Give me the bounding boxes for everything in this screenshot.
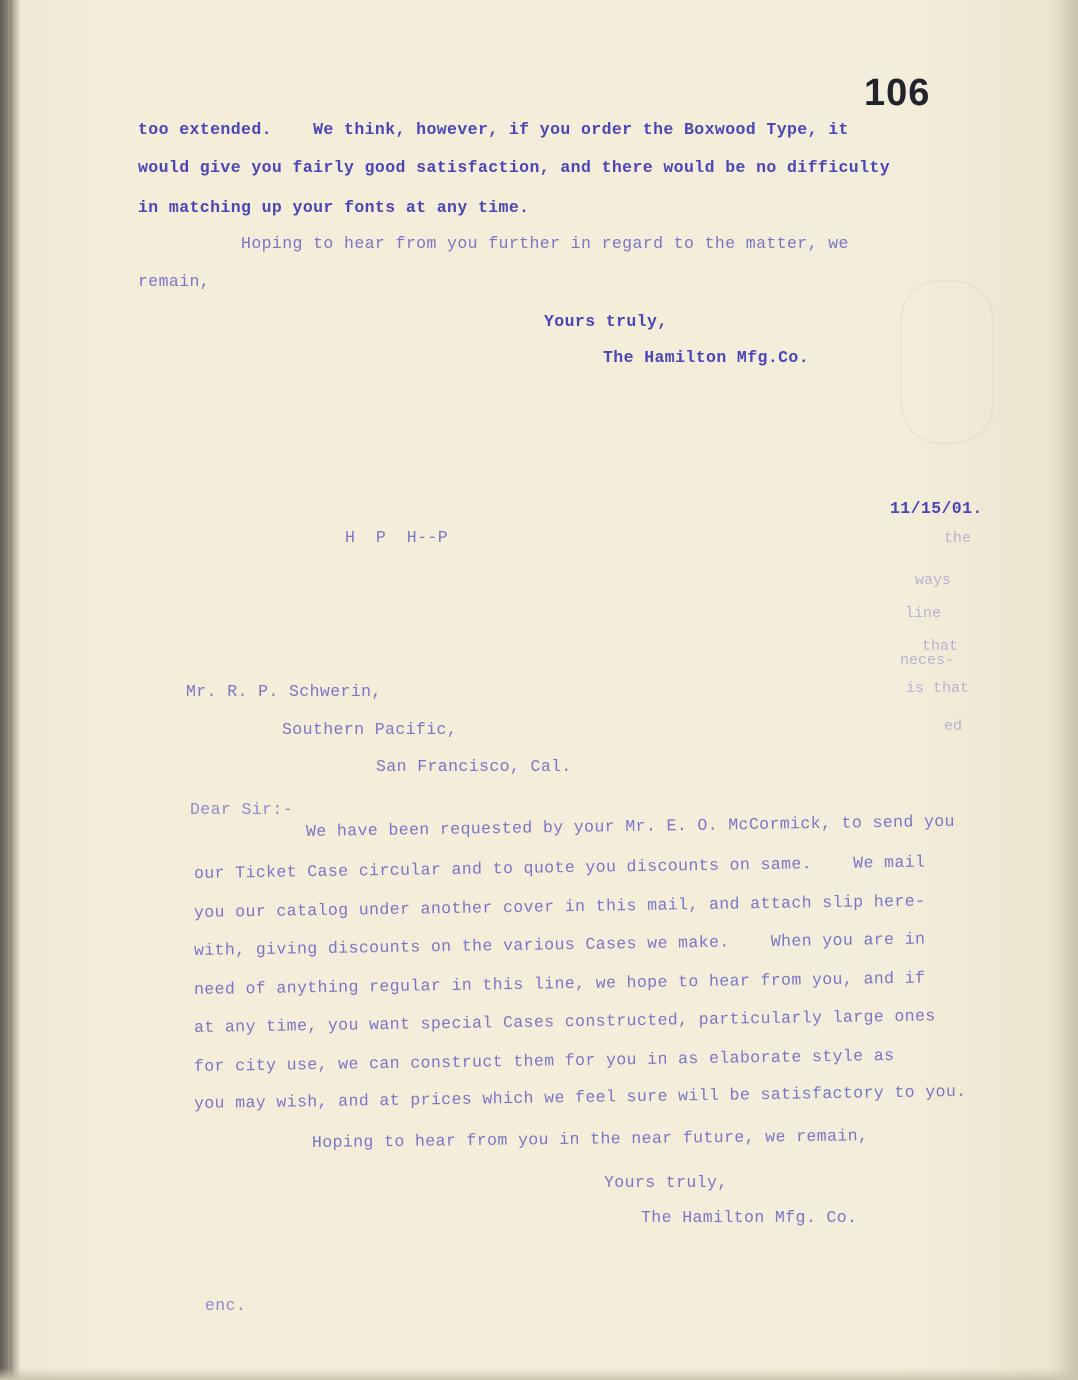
letter2-body-line-2: our Ticket Case circular and to quote you discounts on same. We mail	[193, 852, 926, 883]
letter2-body-line-4: with, giving discounts on the various Cases we make. When you are in	[193, 929, 926, 960]
bleed-through-7: ed	[944, 718, 963, 735]
page-bottom-edge	[0, 1368, 1078, 1380]
ghost-stroke-mark	[900, 280, 994, 444]
letter2-body-line-6: at any time, you want special Cases constructed, particularly large ones	[193, 1006, 936, 1037]
letter2-closing: Yours truly,	[604, 1173, 728, 1192]
letter2-body-line-3: you our catalog under another cover in this mail, and attach slip here-	[193, 891, 926, 922]
bleed-through-4: that	[922, 638, 959, 655]
page-number: 106	[864, 72, 931, 114]
letter1-line-4: Hoping to hear from you further in regard to the matter, we	[138, 234, 849, 253]
bleed-through-1: the	[944, 530, 972, 547]
enclosure-note: enc.	[205, 1296, 247, 1315]
letter1-company: The Hamilton Mfg.Co.	[603, 348, 810, 367]
recipient-name: Mr. R. P. Schwerin,	[186, 682, 382, 701]
letter1-closing: Yours truly,	[544, 312, 668, 331]
page-binding-edge	[10, 0, 20, 1380]
letter1-line-2: would give you fairly good satisfaction, and there would be no difficulty	[138, 158, 891, 177]
letter1-line-1: too extended. We think, however, if you order the Boxwood Type, it	[138, 120, 849, 139]
letter2-company: The Hamilton Mfg. Co.	[641, 1208, 858, 1227]
letter2-body-line-5: need of anything regular in this line, we hope to hear from you, and if	[193, 968, 926, 999]
letter1-line-3: in matching up your fonts at any time.	[138, 198, 530, 217]
salutation: Dear Sir:-	[190, 800, 294, 819]
letter2-body-line-8: you may wish, and at prices which we feel sure will be satisfactory to you.	[193, 1081, 967, 1113]
bleed-through-5: neces-	[900, 652, 955, 669]
bleed-through-6: is that	[906, 680, 970, 697]
letter2-date: 11/15/01.	[890, 499, 983, 518]
letter2-closing-line: Hoping to hear from you in the near future, we remain,	[311, 1126, 869, 1152]
recipient-company: Southern Pacific,	[282, 720, 458, 739]
letter2-body-line-1: We have been requested by your Mr. E. O. McCormick, to send you	[305, 811, 956, 841]
bleed-through-2: ways	[915, 572, 952, 589]
letter2-initials: H P H--P	[345, 528, 449, 547]
letter1-line-5: remain,	[138, 272, 211, 291]
letter2-body-line-7: for city use, we can construct them for you in as elaborate style as	[193, 1045, 895, 1076]
recipient-city: San Francisco, Cal.	[376, 757, 572, 776]
bleed-through-3: line	[905, 605, 942, 622]
